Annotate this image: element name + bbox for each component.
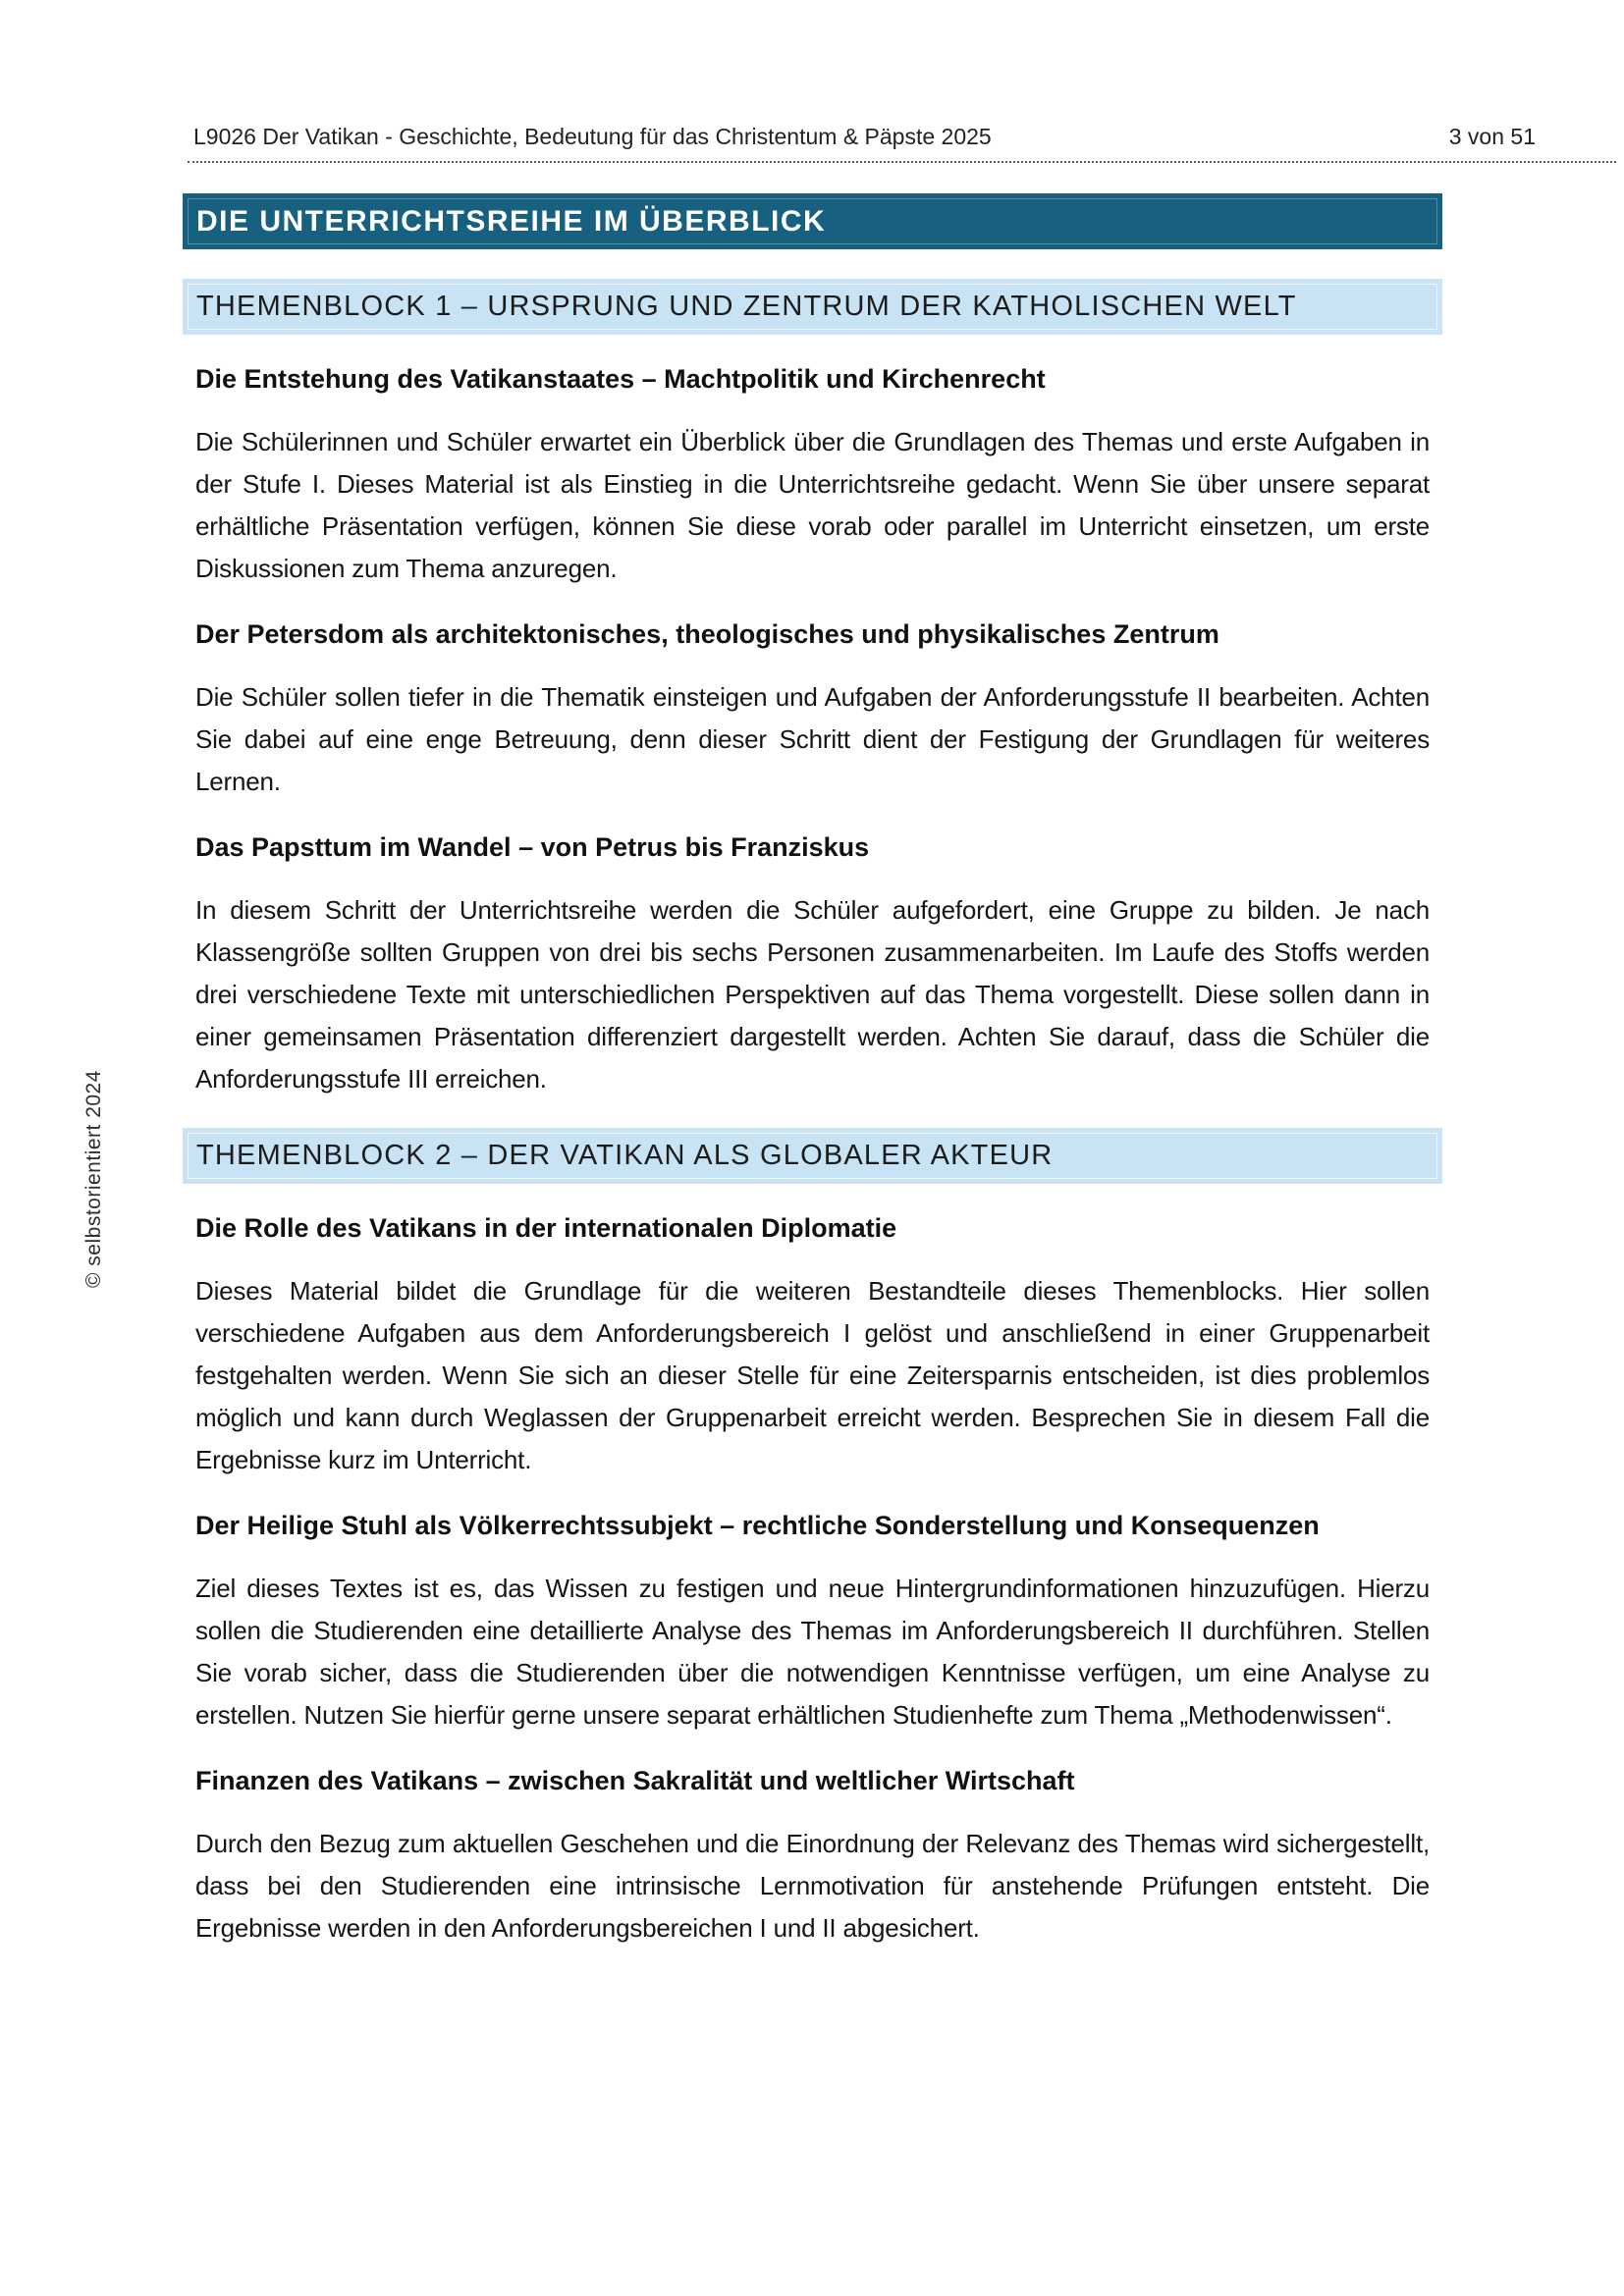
topic-heading-rolle-diplomatie: Die Rolle des Vatikans in der internationalen Diplomatie <box>195 1213 897 1243</box>
topic-block <box>183 830 1442 1100</box>
topic-block <box>183 617 1442 803</box>
themenblock-2-banner: THEMENBLOCK 2 – DER VATIKAN ALS GLOBALER AKTEUR <box>183 1128 1442 1184</box>
topic-block <box>183 1211 1442 1481</box>
topic-heading-heiliger-stuhl: Der Heilige Stuhl als Völkerrechtssubjekt – rechtliche Sonderstellung und Konsequenzen <box>195 1511 1320 1540</box>
topic-heading-petersdom: Der Petersdom als architektonisches, theologisches und physikalisches Zentrum <box>195 619 1219 649</box>
header-course-label: L9026 Der Vatikan - Geschichte, Bedeutung für das Christentum & Päpste 2025 <box>193 124 992 149</box>
copyright-notice: © selbstorientiert 2024 <box>82 1070 105 1288</box>
overview-title-banner: DIE UNTERRICHTSREIHE IM ÜBERBLICK <box>183 193 1442 249</box>
header-page-number: 3 von 51 <box>1448 124 1536 149</box>
themenblock-1-banner: THEMENBLOCK 1 – URSPRUNG UND ZENTRUM DER KATHOLISCHEN WELT <box>183 279 1442 335</box>
topic-body-heiliger-stuhl: Ziel dieses Textes ist es, das Wissen zu festigen und neue Hintergrundinformationen hinzuzufügen. Hierzu sollen die Studierenden eine detaillierte Analyse des Themas im Anforderungsbereich II durchführen. Stellen Sie vorab sicher, dass die Studierenden über die notwendigen Kenntnisse verfügen, um eine Analyse zu erstellen. Nutzen Sie hierfür gerne unsere separat erhältlichen Studienhefte zum Thema „Methodenwissen“. <box>195 1574 1430 1730</box>
topic-body-rolle-diplomatie: Dieses Material bildet die Grundlage für die weiteren Bestandteile dieses Themenblocks. Hier sollen verschiedene Aufgaben aus dem Anforderungsbereich I gelöst und anschließend in einer Gruppenarbeit festgehalten werden. Wenn Sie sich an dieser Stelle für eine Zeitersparnis entscheiden, ist dies problemlos möglich und kann durch Weglassen der Gruppenarbeit erreicht werden. Besprechen Sie in diesem Fall die Ergebnisse kurz im Unterricht. <box>195 1276 1430 1474</box>
section-themenblock-2 <box>183 1128 1442 1949</box>
topic-body-petersdom: Die Schüler sollen tiefer in die Thematik einsteigen und Aufgaben der Anforderungsstufe II bearbeiten. Achten Sie dabei auf eine enge Betreuung, denn dieser Schritt dient der Festigung der Grundlagen für weiteres Lernen. <box>195 682 1430 796</box>
topic-body-entstehung-vatikanstaates: Die Schülerinnen und Schüler erwartet ein Überblick über die Grundlagen des Themas und erste Aufgaben in der Stufe I. Dieses Material ist als Einstieg in die Unterrichtsreihe gedacht. Wenn Sie über unsere separat erhältliche Präsentation verfügen, können Sie diese vorab oder parallel im Unterricht einsetzen, um erste Diskussionen zum Thema anzuregen. <box>195 427 1430 583</box>
topic-heading-papsttum-im-wandel: Das Papsttum im Wandel – von Petrus bis Franziskus <box>195 832 870 862</box>
topic-heading-entstehung-vatikanstaates: Die Entstehung des Vatikanstaates – Machtpolitik und Kirchenrecht <box>195 364 1046 394</box>
topic-body-papsttum-im-wandel: In diesem Schritt der Unterrichtsreihe werden die Schüler aufgefordert, eine Gruppe zu bilden. Je nach Klassengröße sollten Gruppen von drei bis sechs Personen zusammenarbeiten. Im Laufe des Stoffs werden drei verschiedene Texte mit unterschiedlichen Perspektiven auf das Thema vorgestellt. Diese sollen dann in einer gemeinsamen Präsentation differenziert dargestellt werden. Achten Sie darauf, dass die Schüler die Anforderungsstufe III erreichen. <box>195 895 1430 1094</box>
header-divider <box>188 161 1616 163</box>
topic-block <box>183 362 1442 590</box>
topic-block <box>183 1764 1442 1949</box>
section-themenblock-1 <box>183 279 1442 1100</box>
topic-heading-finanzen-vatikan: Finanzen des Vatikans – zwischen Sakralität und weltlicher Wirtschaft <box>195 1766 1075 1795</box>
topic-block <box>183 1509 1442 1736</box>
document-content <box>183 193 1442 1975</box>
page-header <box>193 124 1536 150</box>
topic-body-finanzen-vatikan: Durch den Bezug zum aktuellen Geschehen und die Einordnung der Relevanz des Themas wird sichergestellt, dass bei den Studierenden eine intrinsische Lernmotivation für anstehende Prüfungen entsteht. Die Ergebnisse werden in den Anforderungsbereichen I und II abgesichert. <box>195 1829 1430 1943</box>
